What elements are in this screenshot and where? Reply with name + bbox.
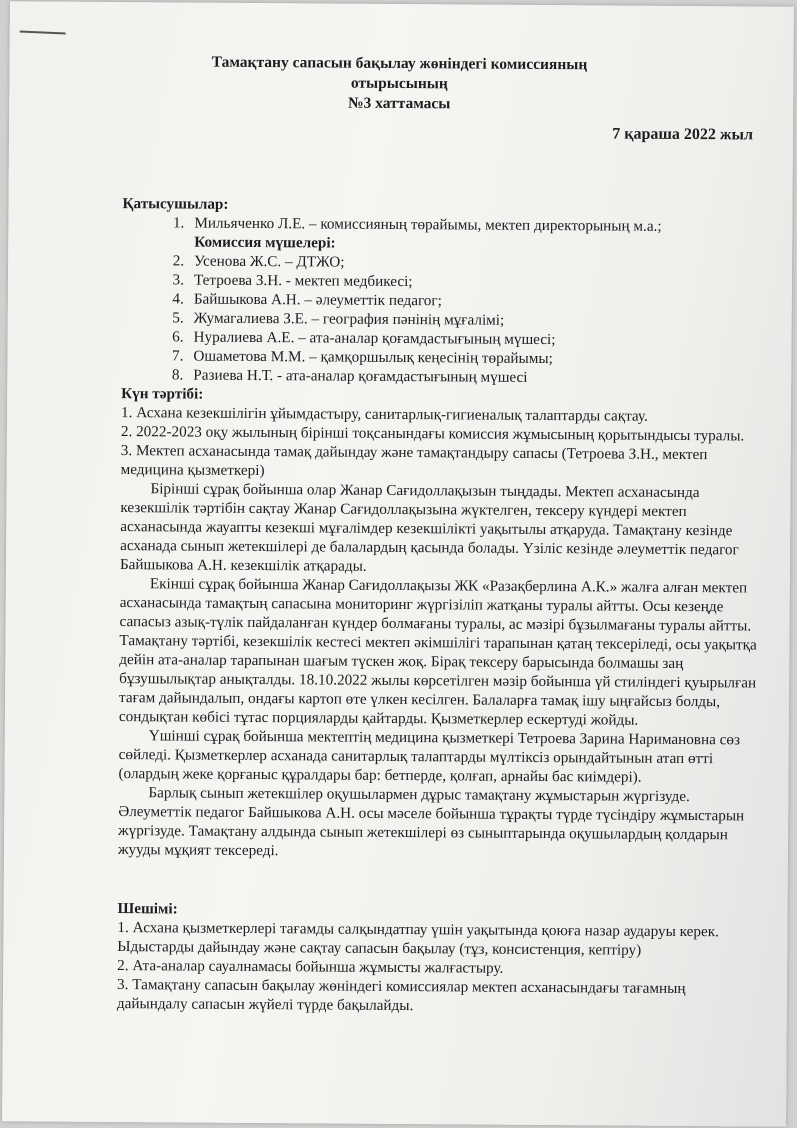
document-page — [2, 1, 794, 1126]
members-heading: Комиссия мүшелері: — [194, 233, 336, 252]
list-item: 3. Тетроева З.Н. - мектеп медбикесі; — [172, 271, 413, 291]
title-line-1: Тамақтану сапасын бақылау жөніндегі комиссияның — [211, 53, 588, 74]
agenda-list — [121, 403, 762, 483]
decision-list — [117, 918, 758, 1017]
document-title — [159, 52, 639, 115]
document-body — [117, 194, 763, 1017]
list-item: 1. Мильяченко Л.Е. – комиссияның төрайымы, мектеп директорының м.а.; — [172, 214, 662, 235]
agenda-item: 3. Мектеп асханасында тамақ дайындау және тамақтандыру сапасы (Тетроева З.Н., мектеп медицина қызметкері) — [120, 442, 708, 480]
list-item: 4. Байшыкова А.Н. – әлеуметтік педагог; — [172, 290, 442, 310]
list-item: 6. Нуралиева А.Е. – ата-аналар қоғамдастығының мүшесі; — [172, 328, 556, 349]
decision-item: 1. Асхана қызметкерлері тағамды салқындатпау үшін уақытында қоюға назар аударуы керек. Ыдыстарды дайындау және сақтау сапасын бақылау (тұз, консистенция, кептіру) — [117, 919, 719, 959]
decision-item: 2. Ата-аналар сауалнамасы бойынша жұмысты жалғастыру. — [117, 957, 504, 977]
agenda-item: 2. 2022-2023 оқу жылының бірінші тоқсанындағы комиссия жұмысының қорытындысы туралы. — [120, 423, 745, 445]
paragraph-second-question: Екінші сұрақ бойынша Жанар Сағидоллақызы ЖК «Разақберлина А.К.» жалға алған мектеп асханасында тамақтың сапасына мониторинг жүргізіліп жатқаны туралы айтты. Осы кезеңде сапасыз азық-түлік пайдаланған күндер болмағаны туралы, ас мәзірі бұзылмағаны туралы айтты. Тамақтану тәртібі, кезекшілік кестесі мектеп әкімшілігі тарапынан қатаң тексеріледі, осы уақытқа дейін ата-аналар тарапынан шағым түскен жоқ. Бірақ тексеру барысында болмашы заң бұзушылықтар анықталды. 18.10.2022 жылы көрсетілген мәзір бойынша үй стиліндегі қуырылған тағам дайындалып, ондағы картоп өте үлкен кесілген. Балаларға тамақ ішу ыңғайсыз болды, сондықтан көбісі тұтас порцияларды қайтарды. Қызметкерлер ескертуді жойды. — [118, 575, 757, 729]
list-item: 7. Ошаметова М.М. – қамқоршылық кеңесінің төрайымы; — [171, 347, 553, 368]
pen-mark — [20, 31, 66, 35]
paragraph-third-question: Үшінші сұрақ бойынша мектептің медицина қызметкері Тетроева Зарина Наримановна сөз сөйледі. Қызметкерлер асханада санитарлық талаптарды мүлтіксіз орындайтынын атап өтті (олардың жеке қорғаныс құралдары бар: бетперде, қолғап, арнайы бас киімдері). — [118, 727, 741, 786]
paragraph-first-question: Бірінші сұрақ бойынша олар Жанар Сағидоллақызын тыңдады. Мектеп асханасында кезекшілік тәртібін сақтау Жанар Сағидоллақызына жүктелген, тексеру күндері мектеп асханасында жауапты кезекші мұғалімдер кезекшілікті уақытылы атқаруда. Тамақтану кезінде асханада сынып жетекшілері де балалардың қасында болады. Үзіліс кезінде әлеуметтік педагог Байшыкова А.Н. кезекшілік атқарады. — [119, 480, 739, 575]
decision-heading: Шешімі: — [117, 900, 178, 918]
agenda-heading: Күн тәртібі: — [121, 385, 204, 403]
participants-heading: Қатысушылар: — [122, 195, 229, 213]
list-item: 2. Усенова Ж.С. – ДТЖО; — [172, 252, 345, 271]
title-line-3: №3 хаттамасы — [347, 94, 451, 113]
list-item: 5. Жумагалиева З.Е. – география пәнінің мұғалімі; — [172, 309, 505, 329]
agenda-item: 1. Асхана кезекшілігін ұйымдастыру, санитарлық-гигиеналық талаптарды сақтау. — [120, 404, 648, 425]
participants-list — [121, 213, 762, 388]
document-date: 7 қараша 2022 жыл — [612, 125, 754, 144]
list-item: 8. Разиева Н.Т. - ата-аналар қоғамдастығының мүшесі — [171, 366, 528, 386]
decision-item: 3. Тамақтану сапасын бақылау жөніндегі комиссиялар мектеп асханасындағы тағамның дайындалу сапасын жүйелі түрде бақылайды. — [116, 976, 686, 1015]
paragraph-class-teachers: Барлық сынып жетекшілер оқушылармен дұрыс тамақтану жұмыстарын жүргізуде. Әлеуметтік педагог Байшыкова А.Н. осы мәселе бойынша тұрақты түрде түсіндіру жұмыстарын жүргізуде. Тамақтану алдында сынып жетекшілері өз сыныптарында оқушылардың қолдарын жууды мұқият тексереді. — [117, 784, 745, 860]
title-line-2: отырысының — [350, 74, 448, 93]
